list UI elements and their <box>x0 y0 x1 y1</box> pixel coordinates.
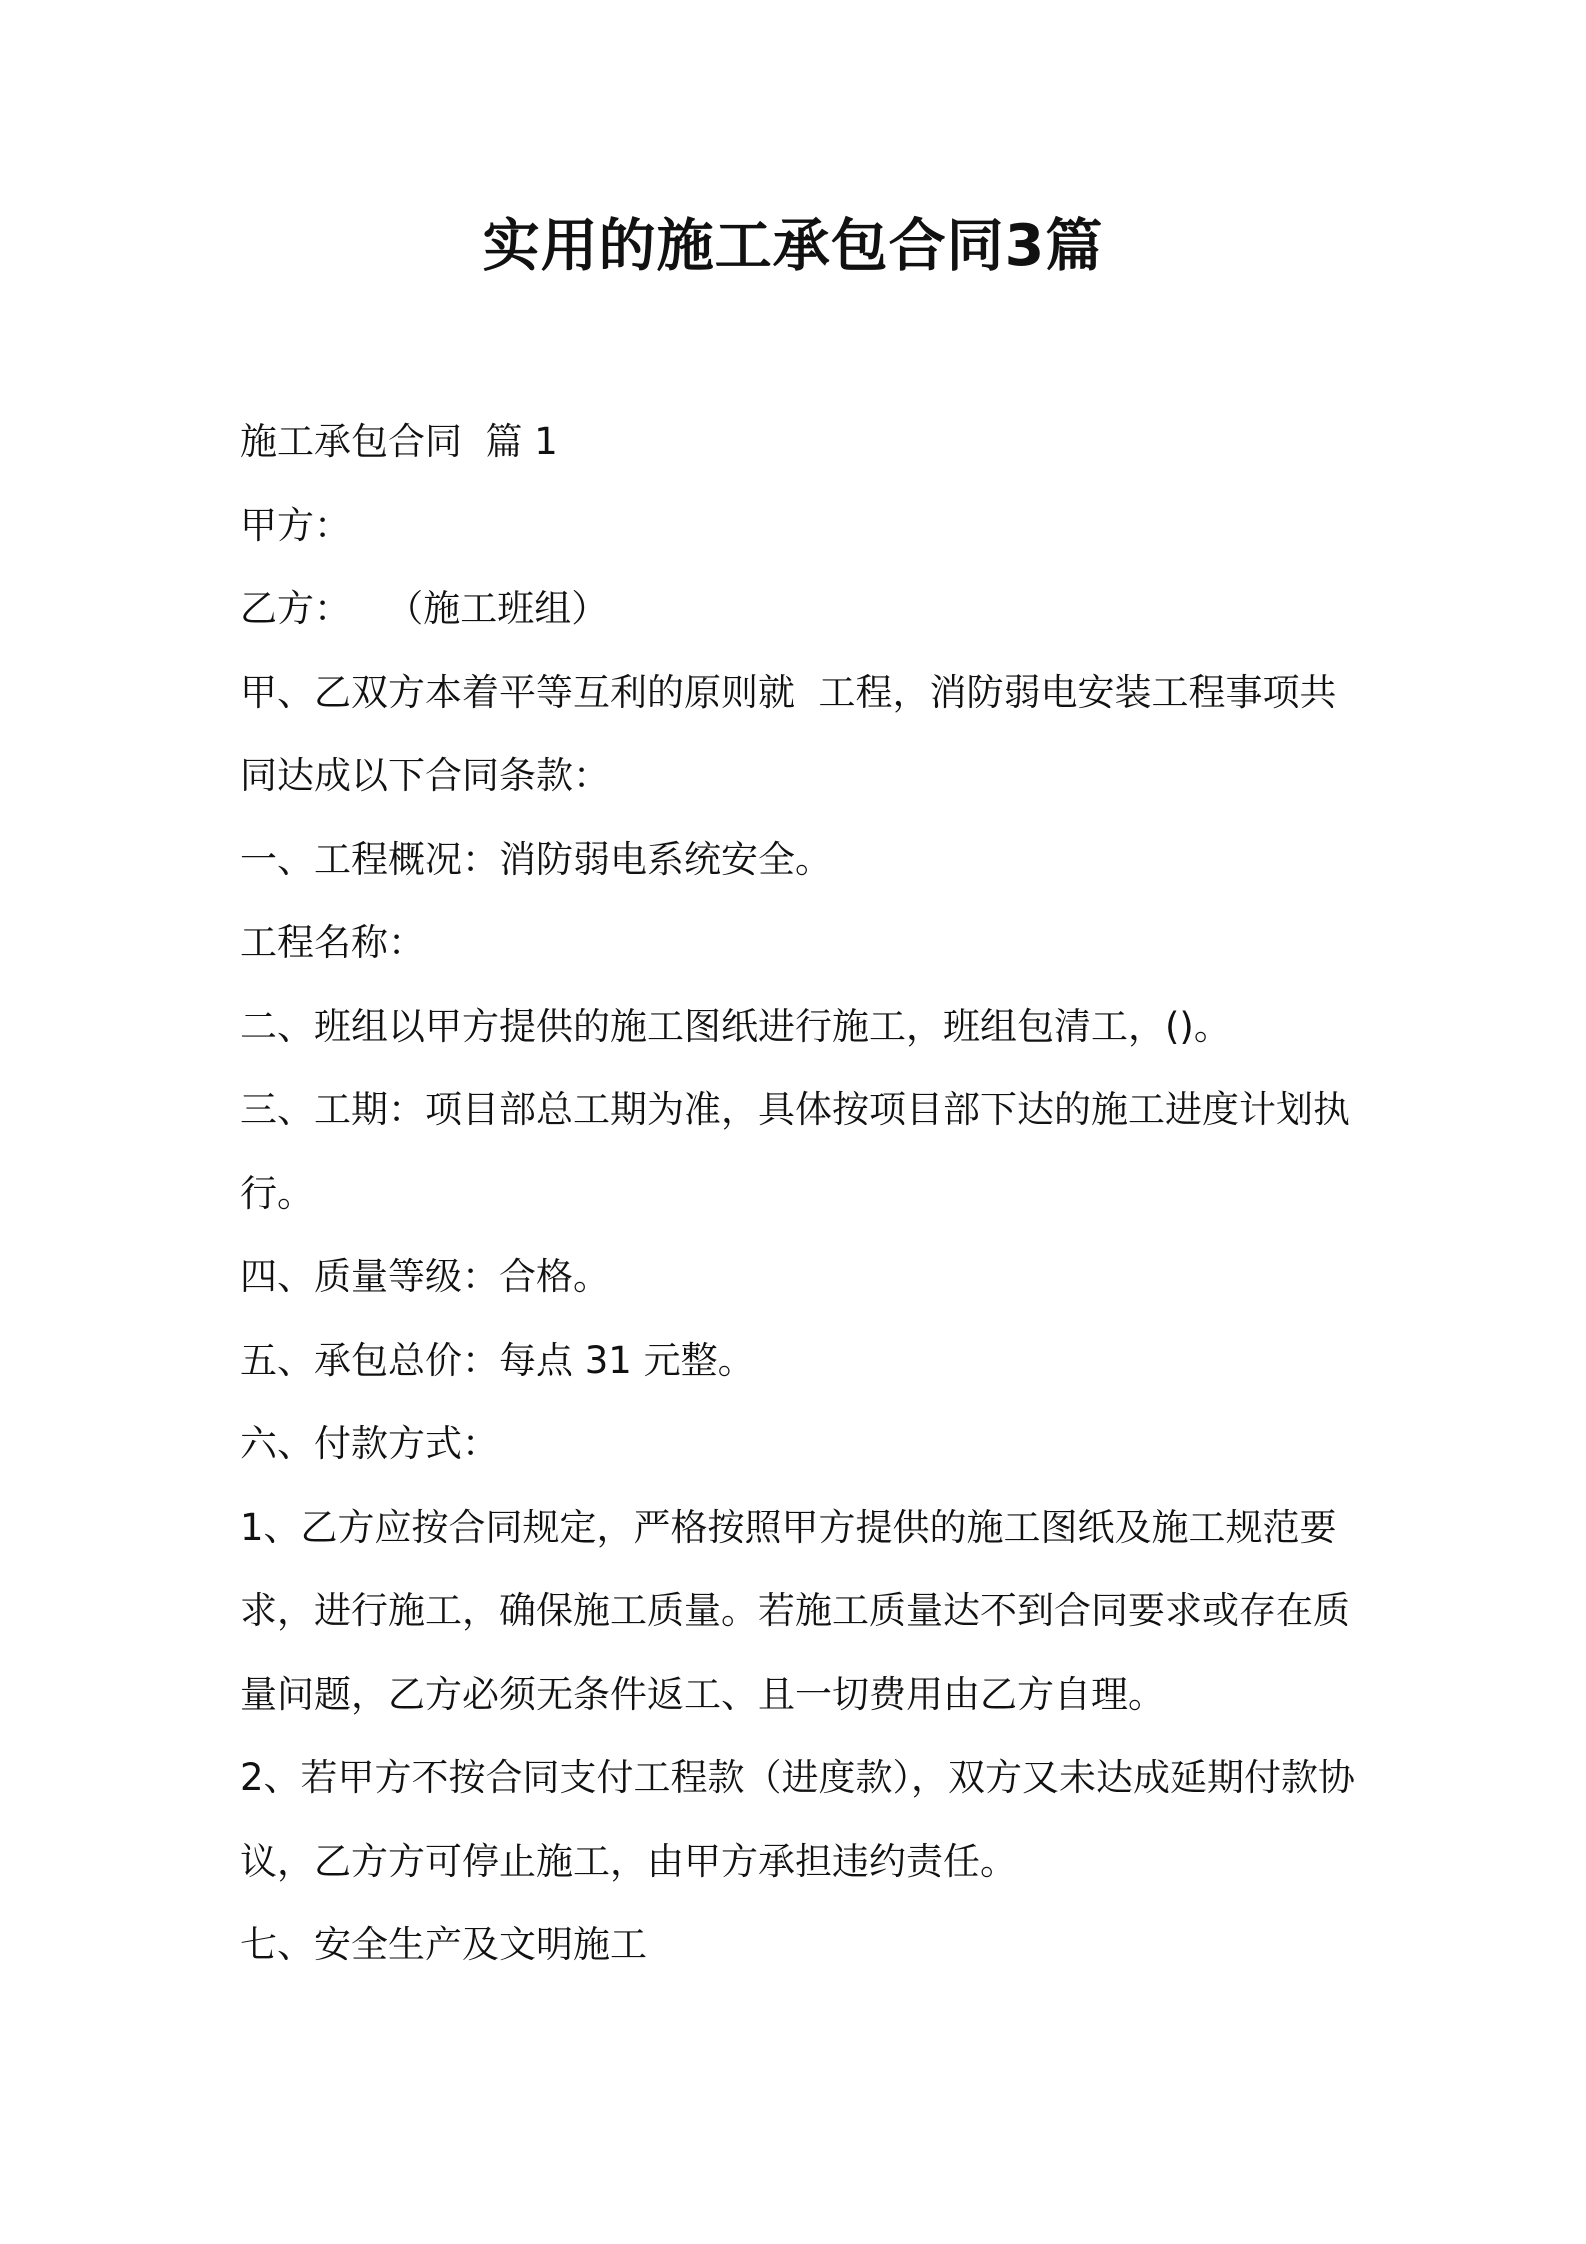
payment-item-2: 2、若甲方不按合同支付工程款（进度款），双方又未达成延期付款协议，乙方方可停止施工，由甲方承担违约责任。 <box>240 1756 1356 1883</box>
party-a-line: 甲方： <box>240 503 351 547</box>
clause-3: 三、工期：项目部总工期为准，具体按项目部下达的施工进度计划执行。 <box>240 1088 1350 1215</box>
preamble-paragraph: 甲、乙双方本着平等互利的原则就 工程，消防弱电安装工程事项共同达成以下合同条款： <box>240 670 1337 797</box>
clause-2: 二、班组以甲方提供的施工图纸进行施工，班组包清工，()。 <box>240 1004 1231 1048</box>
party-b-line: 乙方： （施工班组） <box>240 587 609 630</box>
clause-4: 四、质量等级：合格。 <box>240 1255 610 1298</box>
document-title: 实用的施工承包合同3篇 <box>482 213 1104 279</box>
document-body <box>240 400 1360 1987</box>
project-name-line: 工程名称： <box>240 921 425 964</box>
clause-1: 一、工程概况：消防弱电系统安全。 <box>240 837 832 881</box>
section-heading: 施工承包合同 篇 1 <box>240 420 558 463</box>
clause-6: 六、付款方式： <box>240 1422 499 1465</box>
clause-7: 七、安全生产及文明施工 <box>240 1923 647 1966</box>
payment-item-1: 1、乙方应按合同规定，严格按照甲方提供的施工图纸及施工规范要求，进行施工，确保施工质量。若施工质量达不到合同要求或存在质量问题，乙方必须无条件返工、且一切费用由乙方自理。 <box>240 1505 1350 1716</box>
clause-5: 五、承包总价：每点 31 元整。 <box>240 1338 755 1382</box>
